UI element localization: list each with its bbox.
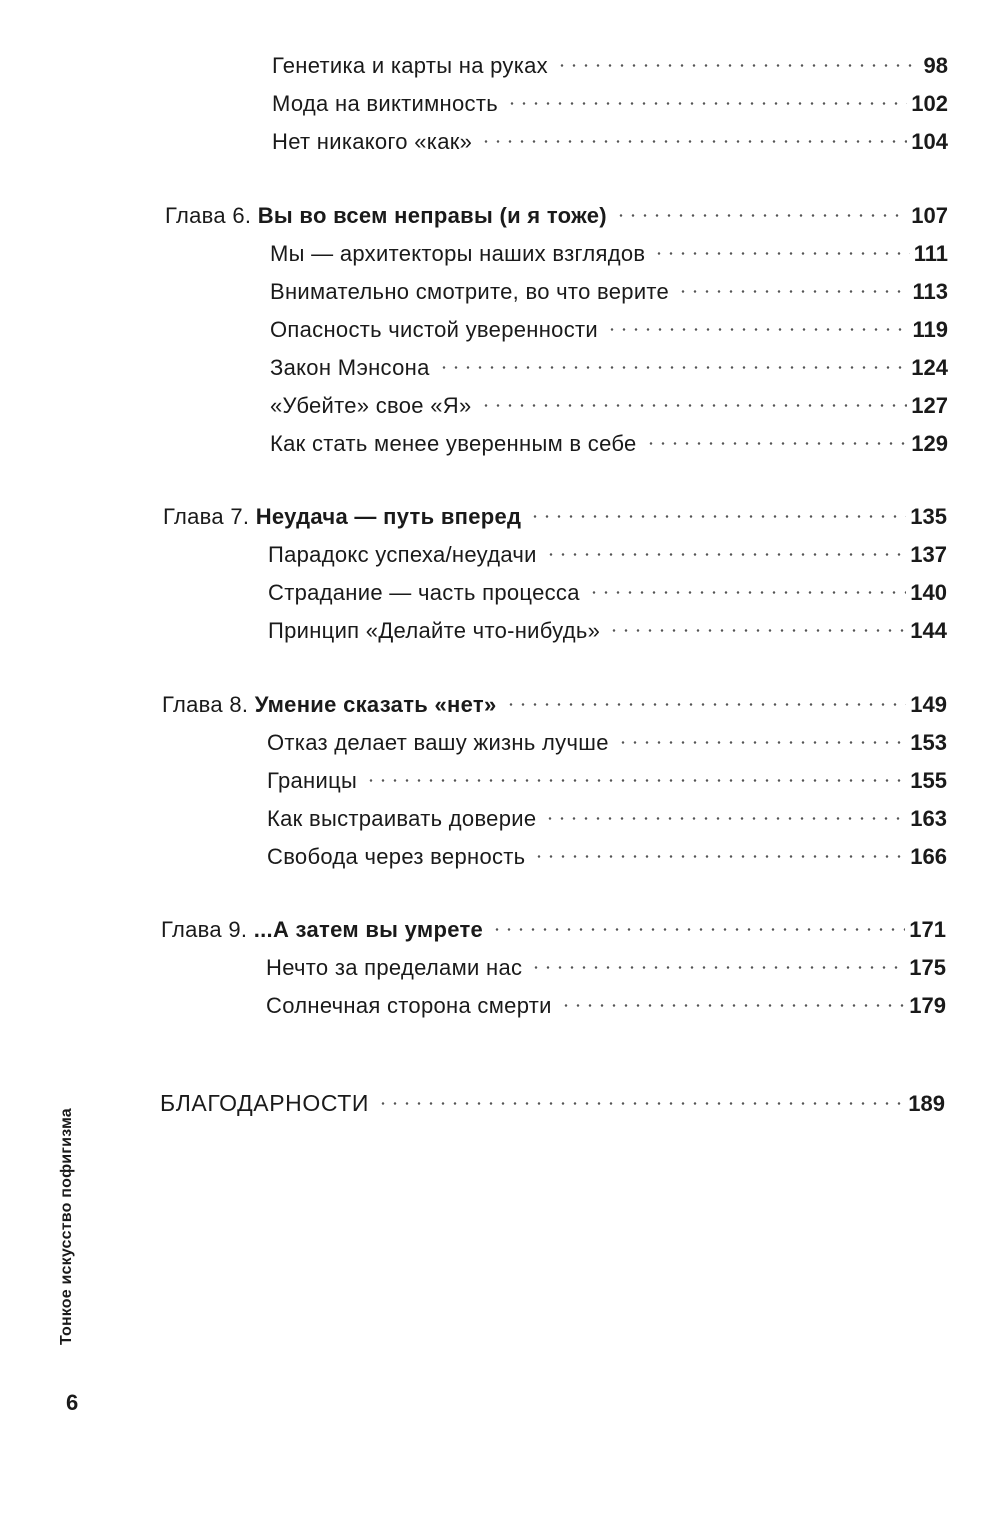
acknowledgments-title: БЛАГОДАРНОСТИ xyxy=(160,1090,370,1116)
chapter-title: Неудача — путь вперед xyxy=(255,504,522,529)
dot-leader xyxy=(645,421,908,451)
toc-entry[interactable] xyxy=(270,307,948,342)
dot-leader xyxy=(608,608,906,638)
toc-entry[interactable] xyxy=(268,532,947,567)
chapter-title: Вы во всем неправы (и я тоже) xyxy=(257,203,607,228)
toc-entry-title: Солнечная сторона смерти xyxy=(266,993,552,1018)
toc-entry-page: 113 xyxy=(912,279,948,304)
dot-leader xyxy=(617,720,907,750)
toc-entry[interactable] xyxy=(270,383,948,418)
toc-entry-page: 163 xyxy=(910,806,947,831)
chapter-prefix: Глава 7. xyxy=(163,504,250,529)
chapter-prefix: Глава 8. xyxy=(162,692,249,717)
toc-entry-title: Нет никакого «как» xyxy=(272,129,473,154)
toc-entry-page: 166 xyxy=(910,844,947,869)
toc-entry-page: 124 xyxy=(911,355,948,380)
toc-entry-title: Как стать менее уверенным в себе xyxy=(270,431,637,456)
toc-entry-page: 155 xyxy=(910,768,947,793)
dot-leader xyxy=(438,345,908,375)
toc-entry-title: Свобода через верность xyxy=(267,844,526,869)
toc-entry-page: 98 xyxy=(923,53,948,78)
toc-chapter-6[interactable] xyxy=(165,193,948,228)
dot-leader xyxy=(480,119,907,149)
toc-entry[interactable] xyxy=(272,43,948,78)
toc-entry-title: Страдание — часть процесса xyxy=(268,580,580,605)
toc-acknowledgments[interactable] xyxy=(160,1081,945,1116)
toc-entry-page: 111 xyxy=(913,241,948,266)
toc-entry[interactable] xyxy=(272,119,948,154)
chapter-title: ...А затем вы умрете xyxy=(253,917,484,942)
toc-entry-title: Мода на виктимность xyxy=(272,91,498,116)
toc-entry-title: Нечто за пределами нас xyxy=(266,955,523,980)
toc-entry-title: Как выстраивать доверие xyxy=(267,806,537,831)
toc-entry[interactable] xyxy=(267,834,947,869)
acknowledgments-page: 189 xyxy=(908,1091,945,1116)
chapter-page: 135 xyxy=(910,504,947,529)
toc-entry-page: 129 xyxy=(911,431,948,456)
toc-chapter-9[interactable] xyxy=(161,907,946,942)
toc-entry-page: 153 xyxy=(910,730,947,755)
dot-leader xyxy=(530,945,905,975)
toc-entry-title: Опасность чистой уверенности xyxy=(270,317,598,342)
toc-entry[interactable] xyxy=(268,570,947,605)
running-book-title: Тонкое искусство пофигизма xyxy=(58,1108,75,1345)
chapter-prefix: Глава 6. xyxy=(165,203,252,228)
toc-entry-page: 104 xyxy=(911,129,948,154)
toc-entry-page: 102 xyxy=(911,91,948,116)
toc-entry-title: Границы xyxy=(267,768,358,793)
toc-entry-page: 144 xyxy=(910,618,947,643)
dot-leader xyxy=(365,758,906,788)
toc-entry-title: Внимательно смотрите, во что верите xyxy=(270,279,670,304)
toc-entry-title: «Убейте» свое «Я» xyxy=(270,393,472,418)
dot-leader xyxy=(480,383,908,413)
chapter-page: 171 xyxy=(909,917,946,942)
toc-entry[interactable] xyxy=(266,983,946,1018)
dot-leader xyxy=(653,231,909,261)
chapter-title: Умение сказать «нет» xyxy=(254,692,497,717)
dot-leader xyxy=(544,796,906,826)
chapter-page: 149 xyxy=(910,692,947,717)
chapter-page: 107 xyxy=(911,203,948,228)
toc-entry[interactable] xyxy=(267,720,947,755)
dot-leader xyxy=(506,81,907,111)
toc-chapter-8[interactable] xyxy=(162,682,947,717)
toc-chapter-7[interactable] xyxy=(163,494,947,529)
toc-entry-page: 140 xyxy=(910,580,947,605)
toc-entry-title: Отказ делает вашу жизнь лучше xyxy=(267,730,609,755)
toc-entry[interactable] xyxy=(266,945,946,980)
toc-entry[interactable] xyxy=(270,231,948,266)
dot-leader xyxy=(560,983,906,1013)
toc-entry-title: Парадокс успеха/неудачи xyxy=(268,542,537,567)
chapter-prefix: Глава 9. xyxy=(161,917,248,942)
toc-entry[interactable] xyxy=(267,796,947,831)
dot-leader xyxy=(556,43,920,73)
dot-leader xyxy=(677,269,908,299)
toc-entry-page: 137 xyxy=(910,542,947,567)
toc-entry-title: Генетика и карты на руках xyxy=(272,53,548,78)
toc-entry-page: 175 xyxy=(909,955,946,980)
toc-entry-title: Мы — архитекторы наших взглядов xyxy=(270,241,646,266)
dot-leader xyxy=(529,494,906,524)
dot-leader xyxy=(588,570,907,600)
toc-entry[interactable] xyxy=(267,758,947,793)
toc-entry[interactable] xyxy=(270,421,948,456)
toc-entry-page: 119 xyxy=(912,317,948,342)
dot-leader xyxy=(615,193,907,223)
toc-entry[interactable] xyxy=(270,345,948,380)
dot-leader xyxy=(377,1081,904,1111)
toc-entry-title: Закон Мэнсона xyxy=(270,355,430,380)
toc-entry-title: Принцип «Делайте что-нибудь» xyxy=(268,618,601,643)
toc-entry[interactable] xyxy=(268,608,947,643)
toc-entry[interactable] xyxy=(270,269,948,304)
toc-entry[interactable] xyxy=(272,81,948,116)
dot-leader xyxy=(533,834,906,864)
dot-leader xyxy=(505,682,907,712)
dot-leader xyxy=(545,532,907,562)
dot-leader xyxy=(606,307,909,337)
toc-entry-page: 127 xyxy=(911,393,948,418)
dot-leader xyxy=(491,907,905,937)
toc-entry-page: 179 xyxy=(909,993,946,1018)
page-number: 6 xyxy=(66,1390,79,1415)
